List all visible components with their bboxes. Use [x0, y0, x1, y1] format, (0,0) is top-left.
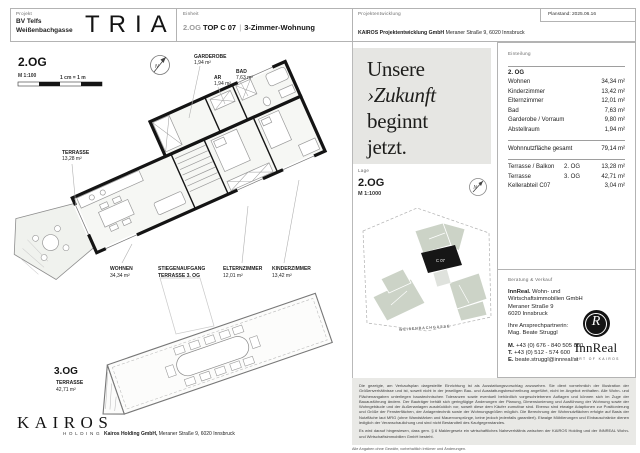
room-garderobe-name: GARDEROBE	[194, 54, 227, 60]
projekt-line1: BV Telfs	[16, 18, 42, 25]
einheit-unit: TOP C 07	[203, 23, 237, 32]
kontakt-name: Mag. Beate Struggl	[508, 330, 558, 337]
room-wohnen-area: 34,34 m²	[110, 273, 130, 279]
projektentwicklung-address: Meraner Straße 9, 6020 Innsbruck	[445, 30, 525, 36]
svg-text:N: N	[473, 185, 478, 191]
lage-label: Lage	[358, 168, 370, 173]
projekt-label: Projekt	[16, 11, 33, 16]
quote-line2: ›Zukunft	[367, 83, 436, 107]
header-divider-2	[352, 8, 353, 42]
plan-scale-label: M 1:100	[18, 73, 37, 79]
kontakt-company-line2: Wirtschaftsimmobilien GmbH	[508, 296, 583, 303]
room-ar-area: 1,94 m²	[214, 81, 231, 87]
lage-scale: M 1:1000	[358, 191, 382, 197]
einheit-floor: 2.OG	[183, 23, 201, 32]
room-eltern-area: 12,01 m²	[223, 273, 243, 279]
kontakt-email: E. beate.struggl@innreal.at	[508, 357, 579, 364]
disclaimer-paragraph-1: Die gezeigte, am Verkaufsplan dargestellte Einrichtung ist als Ausstattungsvorschlag anzusehen. Sie dient vornehmlich der Illustration der Größenverhältnisse und ist, soweit nicht in der jeweiligen Bau- und Ausstattungsbeschreibung angeführt, nicht im Angebot enthalten. Alle Wohn- und Flächenangaben unterliegen baustechnischen Toleranzen sowie eventuell behördlich vorgeschriebenen Auflagen und können sich im Zuge der Bauausführung ändern. Der Bauträger behält sich geringfügige Änderungen der Planung, Dimensionierung und Ausführung der Wohnung sowie der Wohngebäude und der Außenanlagen ausdrücklich vor, soweit diese dem Käufer zumutbar sind. Ebenso sind etwaige Adaptionen zur Positionierung und Größe der Fensterflächen, der Anlagentechnik sowie der Wohnungsgrößen möglich. Die Berechnung der Wohnnutzflächen erfolgte auf Basis der Nutzfläche laut MRG (ohne Wandstärken und Mauervorsprünge, keine jedoch jedenfalls garantiert). Etwaige Möblierungen und Einbauschränke dienen lediglich der Veranschaulichung und sind nicht Bestandteil des Kaufgegenstandes.	[359, 383, 629, 426]
quote-line3: beginnt	[367, 109, 428, 133]
lower-terrasse-area: 42,71 m²	[56, 387, 76, 393]
room-wohnen-name: WOHNEN	[110, 266, 133, 272]
einteilung-row: Wohnen 34,34 m²	[508, 79, 625, 85]
room-eltern-name: ELTERNZIMMER	[223, 266, 263, 272]
einteilung-total-row: Wohnnutzfläche gesamt 79,14 m²	[508, 146, 625, 152]
einteilung-label: Einteilung	[508, 51, 531, 56]
einheit-label: Einheit	[183, 11, 199, 16]
plan-floor-label: 2.OG	[18, 55, 47, 69]
einheit-divider: |	[239, 23, 242, 32]
projektentwicklung-label: Projektentwicklung	[358, 11, 401, 16]
einteilung-floor-header: 2. OG	[508, 70, 525, 76]
einteilung-extra-row: Kellerabteil C07 3,04 m²	[508, 183, 625, 189]
innreal-logo	[565, 310, 627, 361]
room-kinder-name: KINDERZIMMER	[272, 266, 311, 272]
room-terrasse-name: TERRASSE	[62, 150, 90, 156]
innreal-monogram-icon: R	[583, 310, 610, 337]
lower-floor-label: 3.OG	[54, 366, 78, 377]
beratung-label: Beratung & Verkauf	[508, 277, 553, 282]
kairos-holding-logo: KAIROS	[17, 413, 114, 432]
room-garderobe-area: 1,94 m²	[194, 60, 211, 66]
kontakt-mobile: M. +43 (0) 676 - 840 505 880	[508, 342, 584, 349]
terrace-3og	[88, 293, 332, 418]
floorplan-drawing	[10, 44, 352, 418]
header-divider-1	[176, 8, 177, 42]
einteilung-row: Abstellraum 1,94 m²	[508, 126, 625, 133]
room-bad-name: BAD	[236, 69, 247, 75]
einteilung-row: Bad 7,63 m²	[508, 107, 625, 114]
kontakt-company-line1: InnReal. Wohn- und	[508, 289, 561, 295]
north-arrow-icon	[151, 56, 170, 75]
planstand: Planstand: 2025.06.16	[548, 12, 597, 17]
einteilung-row: Kinderzimmer 13,42 m²	[508, 88, 625, 95]
projektentwicklung-company: KAIROS Projektentwicklung GmbH	[358, 30, 445, 36]
einteilung-rule-bottom	[508, 159, 625, 160]
room-terrasse-area: 13,28 m²	[62, 156, 82, 162]
disclaimer-paragraph-2: Es wird darauf hingewiesen, dass gem. § 6 Maklergesetz ein wirtschaftliches Naheverhältnis zwischen der KAIROS Holding und der INNREAL Wohn- und Wirtschaftsimmobilien GmbH besteht.	[359, 428, 629, 439]
einheit-type: 3-Zimmer-Wohnung	[244, 23, 315, 32]
projekt-line2: Weißenbachgasse	[16, 27, 73, 34]
kontakt-intro: Ihre Ansprechpartnerin:	[508, 323, 569, 330]
innreal-wordmark: InnReal	[574, 340, 618, 355]
einteilung-rule-mid	[508, 140, 625, 141]
svg-text:N: N	[155, 64, 159, 70]
einheit-value	[183, 23, 315, 32]
innreal-tagline: PART OF KAIROS	[572, 357, 620, 361]
room-stiege-name2: TERRASSE 3. OG	[158, 273, 200, 279]
einteilung-row: Elternzimmer 12,01 m²	[508, 98, 625, 104]
einteilung-rule-top	[508, 66, 625, 67]
projektentwicklung-value	[358, 30, 525, 36]
site-connector	[433, 269, 451, 287]
einteilung-extra-row: Terrasse 3. OG 42,71 m²	[508, 173, 625, 180]
quote-line4: jetzt.	[367, 135, 407, 159]
apartment-2og	[10, 61, 328, 290]
einteilung-extra-row: Terrasse / Balkon 2. OG 13,28 m²	[508, 164, 625, 170]
disclaimer-note: Alle Angaben ohne Gewähr, vorbehaltlich Irrtümer und Änderungen.	[352, 447, 466, 451]
plan-scale-bar	[18, 82, 102, 86]
site-plan	[355, 205, 495, 357]
room-bad-area: 7,63 m²	[236, 75, 253, 81]
einteilung-panel	[497, 42, 636, 270]
lage-floor: 2.OG	[358, 177, 385, 189]
room-ar-name: AR	[214, 75, 222, 81]
stair-connector	[160, 278, 214, 334]
kontakt-city: 6020 Innsbruck	[508, 310, 548, 317]
site-unit-label: C 07	[436, 258, 445, 263]
kairos-holding-sub: HOLDING	[63, 431, 103, 436]
site-street-label: WEIßENBACHGASSE	[398, 324, 451, 332]
einteilung-row: Garderobe / Vorraum 9,80 m²	[508, 117, 625, 123]
tria-logo: TRIA	[85, 11, 176, 38]
quote-box	[353, 48, 491, 164]
room-stiege-name1: STIEGENAUFGANG	[158, 266, 206, 272]
kontakt-phone: T. +43 (0) 512 - 574 600	[508, 350, 571, 357]
plan-scale-note: 1 cm = 1 m	[60, 75, 86, 81]
kontakt-street: Meraner Straße 9	[508, 303, 554, 310]
room-kinder-area: 13,42 m²	[272, 273, 292, 279]
beratung-panel	[497, 270, 636, 378]
quote-line1: Unsere	[367, 57, 425, 81]
lower-terrasse-name: TERRASSE	[56, 380, 84, 386]
disclaimer-box	[352, 378, 636, 445]
footer-company-line: Kairos Holding GmbH, Meraner Straße 9, 6020 Innsbruck	[104, 431, 235, 437]
lage-north-arrow-icon	[468, 177, 488, 197]
